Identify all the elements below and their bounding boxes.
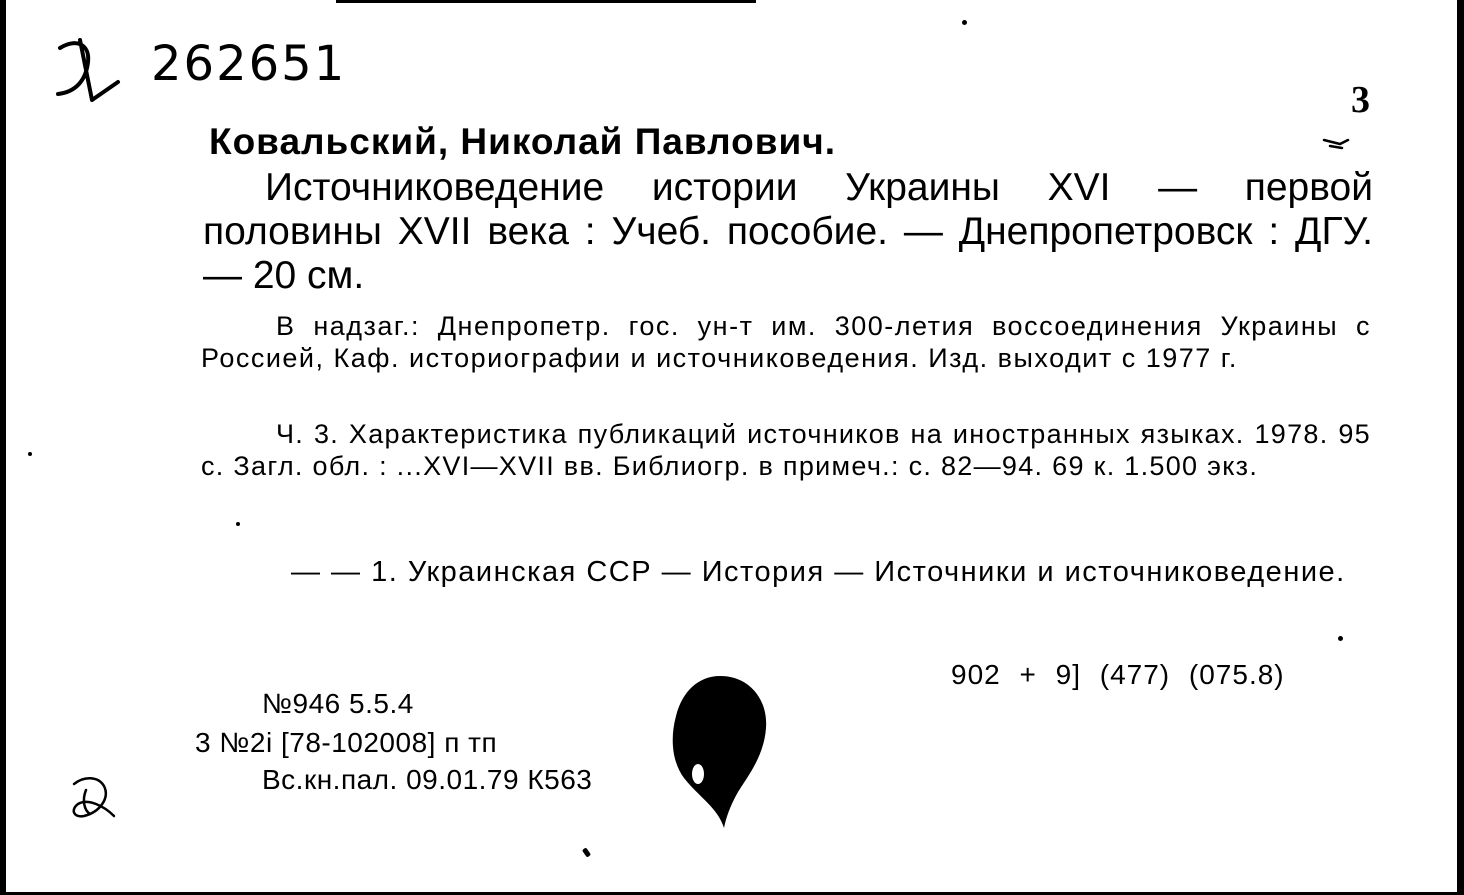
author-heading: Ковальский, Николай Павлович. (209, 121, 836, 162)
press-line-2: 3 №2i [78-102008] п тп (195, 727, 498, 758)
speck (1338, 636, 1343, 641)
title-statement: Источниковедение истории Украины XVI — первой половины XVII века : Учеб. пособие. — Днепропетровск : ДГУ. — 20 см. (203, 166, 1373, 297)
handwritten-accession-number: 262651 (151, 36, 347, 92)
subject-tracing: — — 1. Украинская ССР — История — Источники и источниковедение. (291, 556, 1346, 588)
classification-code: 902 + 9] (477) (075.8) (951, 659, 1285, 690)
speck (28, 452, 32, 456)
card-top-edge (336, 0, 756, 3)
note-part: Ч. 3. Характеристика публикаций источников на иностранных языках. 1978. 95 с. Загл. обл. : ...XVI—XVII вв. Библиогр. в примеч.: с. 82—94. 69 к. 1.500 экз. (201, 419, 1371, 481)
speck (582, 847, 591, 857)
note-series: В надзаг.: Днепропетр. гос. ун-т им. 300-летия воссоединения Украины с Россией, Каф. историографии и источниковедения. Изд. выходит с 1977 г. (201, 311, 1371, 373)
handwritten-mark-icon (52, 34, 122, 102)
check-mark-icon (1322, 136, 1350, 152)
press-line-1: №946 5.5.4 (262, 688, 414, 719)
ink-stamp-icon (668, 668, 772, 830)
speck (962, 20, 967, 25)
handwritten-initial-icon (64, 770, 124, 826)
press-line-3: Вс.кн.пал. 09.01.79 К563 (262, 764, 593, 795)
page-number: 3 (1351, 79, 1370, 121)
speck (236, 522, 240, 526)
